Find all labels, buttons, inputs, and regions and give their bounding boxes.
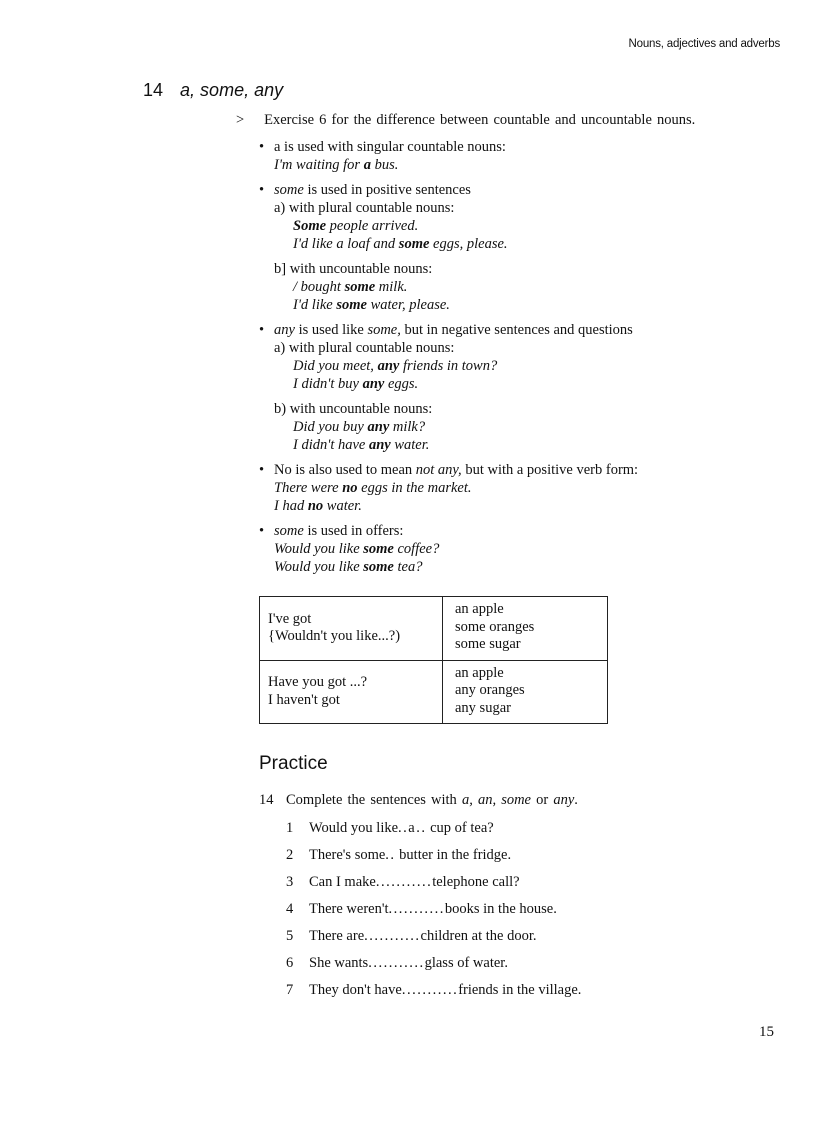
list-item: 3 Can I make...........telephone call? xyxy=(286,874,520,890)
rule-4 xyxy=(259,461,739,515)
bullet-icon: • xyxy=(259,523,265,539)
table-row xyxy=(260,660,608,724)
rule-3b-label: b) with uncountable nouns: xyxy=(274,401,433,417)
bullet-icon: • xyxy=(259,139,265,155)
answer-blank[interactable]: ..a.. xyxy=(398,820,427,836)
cross-reference-text: Exercise 6 for the difference between countable and uncountable nouns. xyxy=(264,112,696,128)
exercise-number: 14 xyxy=(259,792,274,808)
table-cell: Have you got ...? I haven't got xyxy=(260,660,443,724)
list-item: 1 Would you like..a.. cup of tea? xyxy=(286,820,494,836)
rule-3a-example-1: Did you meet, any friends in town? xyxy=(293,358,498,374)
rule-1-text: a is used with singular countable nouns: xyxy=(274,139,506,155)
table-cell: I've got {Wouldn't you like...?) xyxy=(260,597,443,661)
answer-blank[interactable]: ........... xyxy=(388,901,445,917)
rule-4-example-1: There were no eggs in the market. xyxy=(274,480,472,496)
rule-3a-example-2: I didn't buy any eggs. xyxy=(293,376,419,392)
running-header: Nouns, adjectives and adverbs xyxy=(628,38,780,50)
rule-3b-example-1: Did you buy any milk? xyxy=(293,419,426,435)
rule-3-text: any is used like some, but in negative sentences and questions xyxy=(274,322,633,338)
rule-4-example-2: I had no water. xyxy=(274,498,362,514)
list-item: 4 There weren't...........books in the house. xyxy=(286,901,557,917)
rule-2a xyxy=(274,199,739,253)
exercise-items xyxy=(286,819,581,1008)
list-item: 2 There's some.. butter in the fridge. xyxy=(286,847,512,863)
rule-3a-label: a) with plural countable nouns: xyxy=(274,340,455,356)
list-item: 6 She wants...........glass of water. xyxy=(286,955,508,971)
arrow-icon: > xyxy=(236,112,245,128)
rule-4-text: No is also used to mean not any, but with a positive verb form: xyxy=(274,462,639,478)
grammar-rules xyxy=(259,138,739,583)
rule-2b-example-2: I'd like some water, please. xyxy=(293,297,450,313)
answer-blank[interactable]: ........... xyxy=(375,874,433,890)
rule-2 xyxy=(259,181,739,314)
bullet-icon: • xyxy=(259,462,265,478)
rule-3b xyxy=(274,400,739,454)
rule-2b xyxy=(274,260,739,314)
answer-blank[interactable]: ........... xyxy=(401,982,459,998)
rule-2a-example-2: I'd like a loaf and some eggs, please. xyxy=(293,236,508,252)
rule-1-example: I'm waiting for a bus. xyxy=(274,157,399,173)
cross-reference xyxy=(236,112,695,129)
rule-5-example-2: Would you like some tea? xyxy=(274,559,423,575)
rule-5 xyxy=(259,522,739,576)
practice-heading: Practice xyxy=(259,753,328,774)
unit-title xyxy=(143,80,283,101)
bullet-icon: • xyxy=(259,182,265,198)
unit-number: 14 xyxy=(143,80,164,100)
answer-blank[interactable]: ........... xyxy=(368,955,425,971)
table-cell: an apple any oranges any sugar xyxy=(443,660,608,724)
rule-3b-example-2: I didn't have any water. xyxy=(293,437,430,453)
exercise-instruction: 14 Complete the sentences with a, an, some or any. xyxy=(259,792,578,808)
rule-1 xyxy=(259,138,739,174)
unit-heading: a, some, any xyxy=(180,80,284,100)
rule-2-text: some is used in positive sentences xyxy=(274,182,471,198)
rule-2a-label: a) with plural countable nouns: xyxy=(274,200,455,216)
page-number: 15 xyxy=(759,1024,774,1040)
bullet-icon: • xyxy=(259,322,265,338)
rule-3a xyxy=(274,339,739,393)
rule-3 xyxy=(259,321,739,454)
summary-table xyxy=(259,596,608,724)
table-cell: an apple some oranges some sugar xyxy=(443,597,608,661)
list-item: 5 There are...........children at the door. xyxy=(286,928,537,944)
rule-5-example-1: Would you like some coffee? xyxy=(274,541,440,557)
rule-2a-example-1: Some people arrived. xyxy=(293,218,419,234)
rule-2b-example-1: / bought some milk. xyxy=(293,279,408,295)
list-item: 7 They don't have...........friends in the village. xyxy=(286,982,582,998)
answer-blank[interactable]: ........... xyxy=(364,928,421,944)
answer-blank[interactable]: .. xyxy=(385,847,396,863)
rule-2b-label: b] with uncountable nouns: xyxy=(274,261,433,277)
rule-5-text: some is used in offers: xyxy=(274,523,404,539)
table-row xyxy=(260,597,608,661)
